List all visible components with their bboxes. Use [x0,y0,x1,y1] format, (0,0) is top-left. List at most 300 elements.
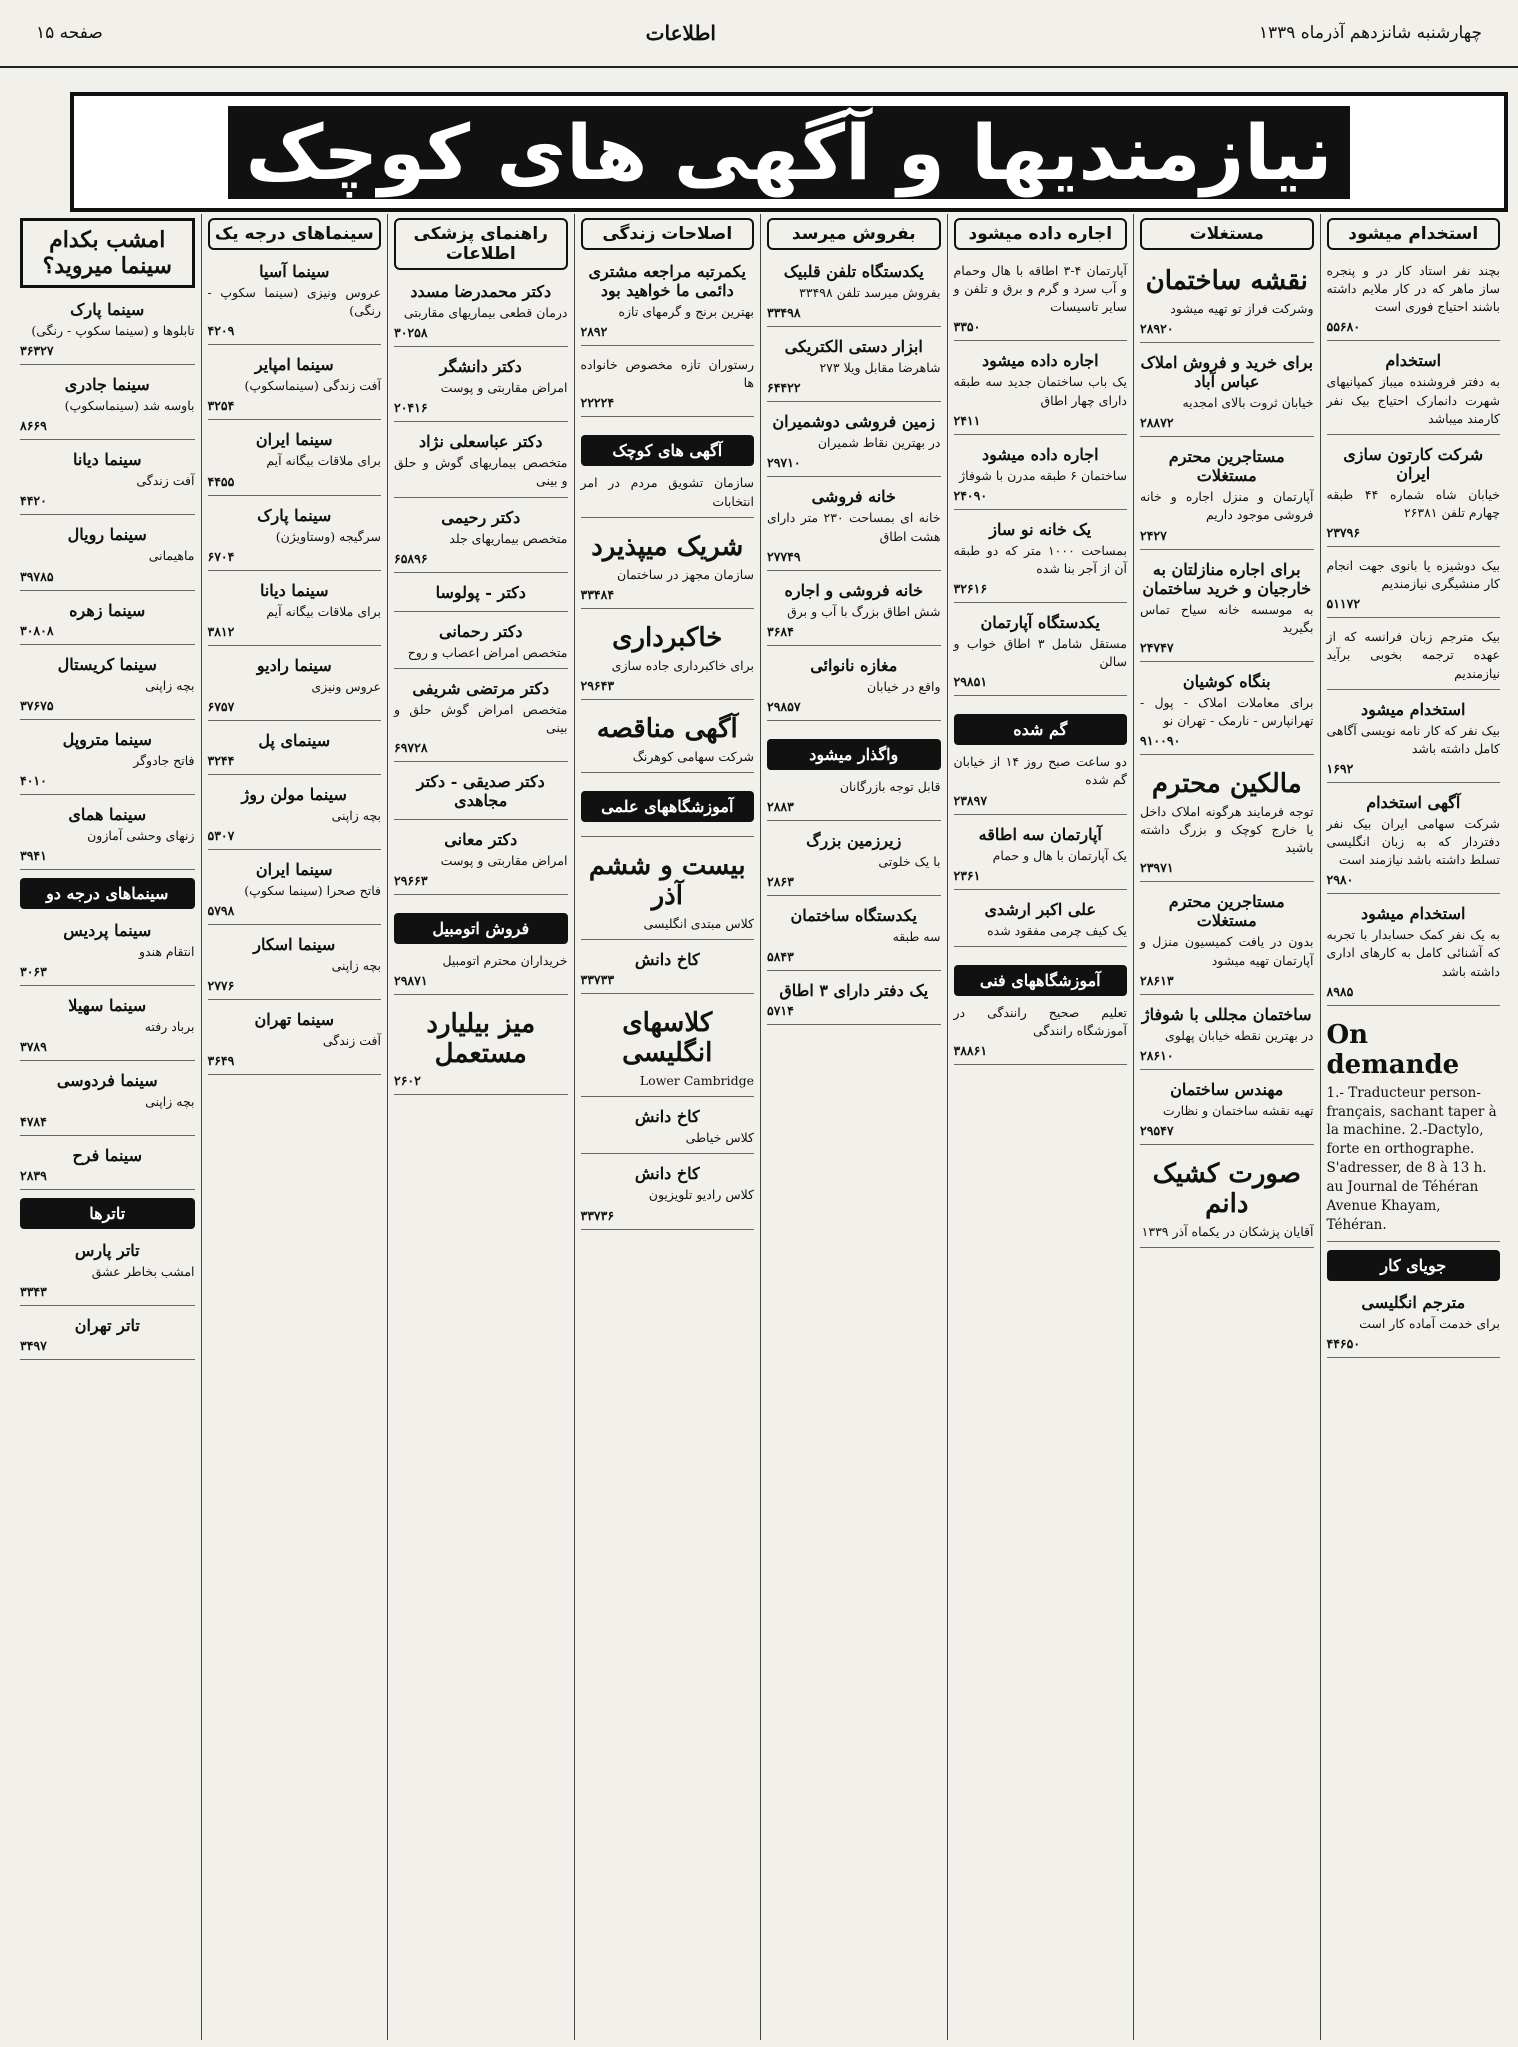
classified-ad [767,902,941,971]
ad-text: آفت زندگی [136,473,195,489]
classified-ad [20,1067,195,1136]
classified-ad [1140,349,1314,437]
ad-heading: سینما آسیا [259,262,330,281]
ad-phone: ۳۳۴۸۴ [580,586,615,602]
column-heading: استخدام میشود [1327,218,1501,250]
ad-text: سرگیجه (وستاویژن) [275,528,381,544]
ad-heading: کاخ دانش [634,950,700,970]
ad-phone: ۴۴۵۵ [207,473,235,489]
ad-headline: خاکبرداری [612,622,723,653]
classified-ad [20,992,195,1061]
classified-ad [581,524,755,609]
ad-phone: ۳۹۷۸۵ [20,568,54,584]
ad-headline: میز بیلیارد مستعمل [426,1009,536,1070]
classified-ad [767,333,941,402]
ad-text: سازمان تشویق مردم در امر انتخابات [580,475,754,509]
ad-heading: خانه فروشی و اجاره [784,580,923,600]
ad-text: یک باب ساختمان جدید سه طبقه دارای چهار اطاق [953,374,1127,408]
classified-ad [581,843,755,940]
ad-heading: دکتر دانشگر [439,357,522,377]
classified-ad [581,1160,755,1229]
ad-phone: ۳۶۴۹ [207,1053,235,1069]
ad-phone: ۴۴۲۰ [20,493,47,509]
classified-ad [767,827,941,896]
ad-text: شرکت سهامی کوهرنگ [632,748,754,764]
on-demand-text: 1.- Traducteur person-français, sachant taper à la machine. 2.-Dactylo, forte en orthographe. S'adresser, de 8 à 13 h. au Journal de Téhéran Avenue Khayam, Téhéran. [1326,1084,1497,1233]
classified-ad [581,615,755,700]
column-2 [1133,214,1320,2040]
ad-text: کلاس رادیو تلویزیون [648,1187,754,1203]
ad-heading: بنگاه کوشیان [1182,671,1271,691]
classified-ad [581,779,755,837]
ad-text: کلاس خیاطی [685,1130,754,1146]
ad-text: باوسه شد (سینماسکوپ) [64,398,195,414]
ad-heading: آپارتمان سه اطاقه [978,824,1102,844]
ad-heading: سینما اسکار [253,935,336,955]
ad-text: به یک نفر کمک حسابدار با تجربه که آشنائی کامل به کارهای اداری داشته باشد [1326,927,1500,979]
ad-heading: اجاره داده میشود [981,351,1099,371]
ad-phone: ۵۸۴۳ [767,949,794,965]
ad-heading: سینما زهره [69,600,146,620]
ad-headline: صورت کشیک دانم [1152,1158,1301,1219]
ad-phone: ۳۹۴۱ [20,847,47,863]
classified-ad [767,577,941,646]
column-heading: بفروش میرسد [767,218,941,250]
column-heading: راهنمای پزشکی اطلاعات [394,218,568,270]
ad-text: شش اطاق بزرگ با آب و برق [787,603,941,619]
ad-phone: ۴۰۱۰ [20,772,47,788]
ad-heading: کاخ دانش [634,1164,700,1184]
classified-ad [767,408,941,477]
ad-phone: ۸۶۶۹ [20,418,47,434]
ad-text: درمان قطعی بیماریهای مقاربتی [403,305,568,320]
ad-text: خیابان شاه شماره ۴۴ طبقه چهارم تلفن ۲۶۳۸۱ [1326,486,1500,520]
ad-heading: مترجم انگلیسی [1361,1292,1466,1312]
classified-ad [767,977,941,1025]
ad-text: فاتح جادوگر [133,752,195,768]
ad-text: بمساحت ۱۰۰۰ متر که دو طبقه آن از آجر بنا شده [953,542,1127,576]
classified-ad [1327,1289,1501,1358]
classified-ad [1140,1076,1314,1145]
ad-text: امراض مقاربتی و پوست [440,853,568,868]
ad-heading: مستاجرین محترم مستغلات [1168,447,1285,486]
ad-text: شرکت سهامی ایران بیک نفر دفتردار که به زبان انگلیسی تسلط داشته باشد نیازمند است [1326,815,1500,868]
ad-heading: یکمرتبه مراجعه مشتری دائمی ما خواهید بود [588,262,746,300]
column-1 [1320,214,1507,2040]
ad-text: بچه زاپنی [145,677,195,693]
ad-text: Lower Cambridge [639,1073,754,1089]
ad-phone: ۳۳۷۳۶ [580,1207,615,1223]
ad-phone: ۳۲۴۴ [207,752,235,768]
ad-heading: سینمای پل [258,730,331,750]
ad-heading: دکتر معانی [444,830,518,849]
ad-heading: استخدام [1385,351,1442,371]
ad-text: قابل توجه بازرگانان [839,778,941,794]
ad-heading: سینما کریستال [57,654,157,674]
classified-ad [394,353,568,422]
ad-heading: تاتر تهران [74,1316,140,1336]
classified-ad [208,856,382,925]
classified-ad [1327,347,1501,434]
ad-phone: ۲۷۷۴۹ [767,548,801,564]
ad-phone: ۶۷۰۴ [207,548,235,564]
ad-text: عروس ونیزی [311,678,381,694]
ad-text: عروس ونیزی (سینما سکوپ - رنگی) [207,285,381,319]
ad-phone: ۲۸۸۳ [767,799,794,814]
ad-heading: مغازه نانوائی [810,655,898,675]
ad-heading: یکدستگاه تلفن قلبیک [783,262,924,281]
classified-ad [954,953,1128,1065]
section-heading: فروش اتومبیل [394,913,568,944]
ad-phone: ۲۹۸۵۱ [953,674,988,690]
column-heading: اصلاحات زندگی [581,218,755,250]
ad-phone: ۳۸۸۶۱ [953,1043,988,1058]
classified-ad [20,296,195,365]
ad-text: وشرکت فراز تو تهیه میشود [1170,301,1314,316]
ad-phone: ۲۰۴۱۶ [394,400,428,416]
ad-phone: ۳۳۵۰ [953,319,981,335]
on-demand-title: On demande [1326,1019,1460,1080]
ad-text: برای ملاقات بیگانه آیم [266,603,381,619]
ad-phone: ۲۴۷۴۷ [1140,639,1174,655]
ad-text: رستوران تازه مخصوص خانواده ها [580,357,754,391]
column-8 [14,214,201,2040]
ad-heading: سینما سهیلا [68,996,147,1015]
ad-phone: ۲۹۸۵۷ [767,698,801,714]
ad-phone: ۲۸۶۱۳ [1140,972,1174,988]
classified-ad [208,1006,382,1075]
ad-text: شاهرضا مقابل ویلا ۲۷۳ [819,360,941,376]
classified-ad [1327,258,1501,341]
ad-phone: ۲۲۲۲۴ [580,395,615,411]
ad-heading: استخدام میشود [1361,904,1466,924]
ad-heading: برای اجاره منازلتان به خارجیان و خرید ساختمان [1142,559,1312,598]
ad-text: برای ملاقات بیگانه آیم [266,453,381,469]
ad-text: برای خاکبرداری جاده سازی [611,657,754,673]
ad-phone: ۵۷۹۸ [207,903,235,919]
classified-ad [1140,1151,1314,1248]
on-demand-ad [1327,1012,1501,1242]
ad-text: ماهیمانی [148,548,195,564]
ad-phone: ۳۳۷۳۳ [580,972,615,988]
ad-text: سازمان مجهز در ساختمان [617,566,754,582]
ad-phone: ۳۰۶۳ [20,964,47,979]
classified-ad [1327,553,1501,618]
ad-phone: ۲۹۶۴۳ [580,677,615,693]
classified-ad [954,702,1128,814]
ad-phone: ۵۷۱۴ [767,1003,794,1019]
column-3 [947,214,1134,2040]
classified-ad [954,609,1128,696]
ad-heading: دکتر رحیمی [441,507,521,527]
ad-phone: ۲۶۰۲ [394,1073,421,1089]
ad-phone: ۲۳۶۱ [953,867,981,883]
ad-phone: ۲۳۹۷۱ [1140,860,1174,876]
ad-text: واقع در خیابان [867,678,941,694]
classified-ad [20,446,195,515]
ad-text: به موسسه خانه سیاح تماس بگیرید [1140,601,1314,635]
classified-ad [1327,696,1501,783]
ad-phone: ۴۴۶۵۰ [1326,1335,1361,1351]
ad-phone: ۴۲۰۹ [207,323,235,339]
ad-text: برباد رفته [144,1019,195,1034]
section-heading: آگهی های کوچک [581,435,755,466]
ad-phone: ۲۸۸۷۲ [1140,415,1174,431]
classified-ad [954,821,1128,890]
classified-ad [394,826,568,895]
ad-heading: خانه فروشی [811,487,896,507]
classified-ad [208,727,382,775]
ad-phone: ۲۸۹۲ [580,324,608,340]
ad-phone: ۳۷۸۹ [20,1039,47,1055]
classified-ad [581,423,755,517]
classified-columns [14,214,1506,2040]
ad-heading: سینما تهران [254,1010,335,1030]
classified-ad [767,727,941,821]
column-4 [760,214,947,2040]
section-heading: سینماهای درجه دو [20,878,195,909]
ad-phone: ۳۴۹۷ [20,1338,47,1354]
classified-ad [1327,789,1501,894]
ad-phone: ۲۹۵۴۷ [1140,1122,1174,1138]
ad-text: زنهای وحشی آمازون [87,827,195,843]
cinema-banner: امشب بکدام سینما میروید؟ [20,218,195,288]
classified-ad [581,1000,755,1097]
ad-phone: ۲۹۶۶۳ [394,873,428,889]
ad-phone: ۲۴۱۱ [953,412,981,428]
ad-heading: سینما پارک [70,300,145,319]
ad-phone: ۲۷۷۶ [207,978,235,994]
classified-ad [208,652,382,721]
ad-heading: سینما ایران [255,430,333,450]
ad-text: توجه فرمایند هرگونه املاک داخل یا خارج کوچک و بزرگ داشته باشید [1140,804,1314,856]
column-heading: مستغلات [1140,218,1314,250]
ad-heading: دکتر - پولوسا [435,582,526,602]
ad-heading: سینما فردوسی [56,1071,158,1091]
ad-heading: زیرزمین بزرگ [806,831,902,850]
ad-phone: ۲۸۳۹ [20,1168,47,1184]
classified-ad [20,726,195,795]
ad-phone: ۶۹۷۲۸ [394,740,428,755]
ad-phone: ۶۴۴۲۲ [767,380,801,396]
classified-ad [954,258,1128,341]
ad-phone: ۲۸۶۱۰ [1140,1047,1174,1063]
classified-ad [581,258,755,346]
classified-ad [208,577,382,646]
classified-ad [1327,441,1501,547]
ad-text: انتقام هندو [138,943,195,959]
ad-phone: ۳۸۱۲ [207,623,235,639]
ad-text: برای خدمت آماده کار است [1359,1315,1500,1331]
ad-heading: دکتر عباسعلی نژاد [419,432,543,452]
column-6 [387,214,574,2040]
ad-phone: ۵۳۰۷ [207,828,235,843]
classified-ad [1140,556,1314,662]
ad-text: بیک دوشیزه یا بانوی جهت انجام کار منشیگری نیازمندیم [1326,558,1500,592]
issue-date: چهارشنبه شانزدهم آذرماه ۱۳۳۹ [1258,23,1482,43]
classified-ad [767,483,941,570]
ad-text: آقایان پزشکان در یکماه آذر ۱۳۳۹ [1141,1223,1314,1239]
ad-text: متخصص امراض گوش حلق و بینی [394,701,568,735]
ad-phone: ۲۸۶۳ [767,874,794,890]
ad-phone: ۵۵۶۸۰ [1326,319,1361,335]
ad-phone: ۳۳۴۳ [20,1284,47,1300]
ad-text: بدون در یافت کمیسیون منزل و آپارتمان تهیه میشود [1140,934,1314,968]
classified-ad [954,516,1128,603]
ad-text: خیابان ثروت بالای امجدیه [1182,395,1314,411]
ad-heading: ساختمان مجللی با شوفاژ [1141,1004,1312,1024]
ad-text: متخصص بیماریهای جلد [449,530,568,546]
masthead-title: نیازمندیها و آگهی های کوچک [228,106,1351,199]
ad-text: تابلوها و (سینما سکوپ - رنگی) [31,323,195,338]
ad-heading: سینما متروپل [62,729,152,749]
classified-ad [581,352,755,417]
ad-phone: ۳۶۳۲۷ [20,343,54,359]
ad-text: در بهترین نقطه خیابان پهلوی [1164,1027,1314,1043]
classified-ad [394,278,568,347]
ad-heading: سینما جادری [64,375,150,395]
ad-phone: ۳۰۲۵۸ [394,325,428,341]
classified-ad [20,521,195,590]
ad-text: متخصص امراض اعصاب و روح [407,644,568,660]
ad-phone: ۲۸۹۲۰ [1140,321,1174,337]
ad-text: آپارتمان ۴-۳ اطاقه با هال وحمام و آب سرد و گرم و برق و تلفن و سایر تاسیسات [953,263,1127,315]
ad-text: یک کیف چرمی مفقود شده [987,922,1127,938]
ad-heading: یکدستگاه ساختمان [790,906,917,926]
ad-heading: مهندس ساختمان [1170,1079,1284,1099]
classified-ad [394,579,568,612]
ad-text: خریداران محترم اتومبیل [442,953,568,969]
ad-text: کلاس مبتدی انگلیسی [643,916,754,931]
section-heading: جویای کار [1327,1250,1501,1281]
classified-ad [394,675,568,762]
classified-ad [20,917,195,986]
ad-phone: ۳۲۵۴ [207,398,235,414]
column-7 [201,214,388,2040]
ad-heading: سینما فرح [72,1146,143,1166]
ad-phone: ۳۲۶۱۶ [953,581,988,596]
ad-phone: ۵۱۱۷۲ [1326,596,1361,612]
ad-phone: ۹۱۰۰۹۰ [1140,733,1181,748]
ad-headline: مالکین محترم [1151,769,1302,799]
ad-text: بیک مترجم زبان فرانسه که از عهده ترجمه بخوبی برآید نیازمندیم [1326,629,1500,681]
ad-phone: ۱۶۹۲ [1326,760,1354,776]
section-heading: آموزشگاههای علمی [581,791,755,822]
ad-heading: سینما پردیس [63,920,152,940]
ad-headline: کلاسهای انگلیسی [622,1008,713,1069]
ad-heading: سینما ایران [255,860,333,879]
ad-text: به دفتر فروشنده میباز کمپانیهای شهرت دانمارک احتیاج بیک نفر کارمند میباشد [1326,374,1500,426]
ad-phone: ۲۴۲۷ [1140,527,1167,543]
ad-heading: زمین فروشی دوشمیران [772,412,936,432]
newspaper-header [0,0,1518,68]
newspaper-name: اطلاعات [645,21,716,45]
classified-ad [394,428,568,497]
section-masthead [70,92,1508,212]
ad-text: بچه زاپنی [331,958,381,974]
classified-ad [20,651,195,720]
ad-heading: اجاره داده میشود [981,444,1099,464]
ad-phone: ۳۶۸۴ [767,623,794,639]
ad-text: بچه زاپنی [145,1094,195,1110]
ad-text: بچند نفر استاد کار در و پنجره ساز ماهر که در کار ملایم داشته باشند احتیاج فوری است [1326,263,1500,315]
ad-heading: سینما مولن روژ [241,784,347,804]
ad-text: آفت زندگی [322,1033,381,1049]
ad-headline: بیست و ششم آذر [588,851,746,911]
classified-ad [581,946,755,994]
classified-ad [208,351,382,420]
ad-heading: استخدام میشود [1361,699,1466,719]
ad-text: امشب بخاطر عشق [91,1264,195,1280]
ad-heading: سینما امپایر [254,355,334,375]
ad-phone: ۳۷۶۷۵ [20,697,54,713]
ad-heading: یکدستگاه آپارتمان [980,613,1100,632]
classified-ad [954,896,1128,947]
ad-heading: یک دفتر دارای ۳ اطاق [779,981,929,1001]
section-heading: گم شده [954,714,1128,745]
ad-headline: نقشه ساختمان [1145,266,1308,296]
ad-headline: آگهی مناقصه [596,713,738,744]
ad-phone: ۳۳۴۹۸ [767,305,801,321]
column-heading: سینماهای درجه یک [208,218,382,250]
ad-text: فاتح صحرا (سینما سکوپ) [244,883,381,898]
classified-ad [208,426,382,495]
column-heading: اجاره داده میشود [954,218,1128,250]
section-heading: آموزشگاههای فنی [954,965,1128,996]
ad-text: متخصص بیماریهای گوش و حلق و بینی [394,455,568,489]
classified-ad [954,441,1128,510]
classified-ad [394,901,568,995]
ad-text: بچه زاپنی [331,807,381,823]
ad-heading: دکتر صدیقی - دکتر مجاهدی [416,772,545,810]
classified-ad [1140,258,1314,343]
classified-ad [20,1142,195,1190]
classified-ad [394,1001,568,1095]
classified-ad [1140,888,1314,994]
ad-phone: ۳۰۸۰۸ [20,622,54,638]
ad-text: تهیه نقشه ساختمان و نظارت [1162,1102,1314,1118]
ad-heading: کاخ دانش [634,1107,700,1127]
classified-ad [581,1103,755,1154]
section-heading: تاترها [20,1198,195,1229]
classified-ad [1140,443,1314,549]
ad-phone: ۴۷۸۴ [20,1114,47,1130]
ad-phone: ۲۳۷۹۶ [1326,525,1361,540]
ad-phone: ۲۹۸۷۱ [394,973,428,989]
ad-heading: تاتر پارس [74,1241,140,1261]
classified-ad [20,801,195,870]
ad-heading: سینما پارک [257,505,332,525]
ad-heading: سینما همای [68,804,147,824]
ad-text: تعلیم صحیح رانندگی در آموزشگاه رانندگی [953,1004,1127,1038]
ad-heading: علی اکبر ارشدی [984,899,1097,919]
classified-ad [1140,668,1314,755]
classified-ad [1140,761,1314,882]
classified-ad [767,258,941,327]
ad-phone: ۲۹۷۱۰ [767,455,801,471]
ad-heading: سینما رادیو [256,655,332,675]
classified-ad [767,652,941,721]
classified-ad [20,597,195,645]
classified-ad [954,347,1128,434]
ad-text: یک آپارتمان با هال و حمام [992,847,1127,863]
ad-text: با یک خلوتی [878,854,941,869]
classified-ad [20,1237,195,1306]
ad-phone: ۲۹۸۰ [1326,872,1354,888]
column-5 [574,214,761,2040]
ad-text: ساختمان ۶ طبقه مدرن با شوفاژ [959,467,1127,483]
classified-ad [1327,624,1501,689]
